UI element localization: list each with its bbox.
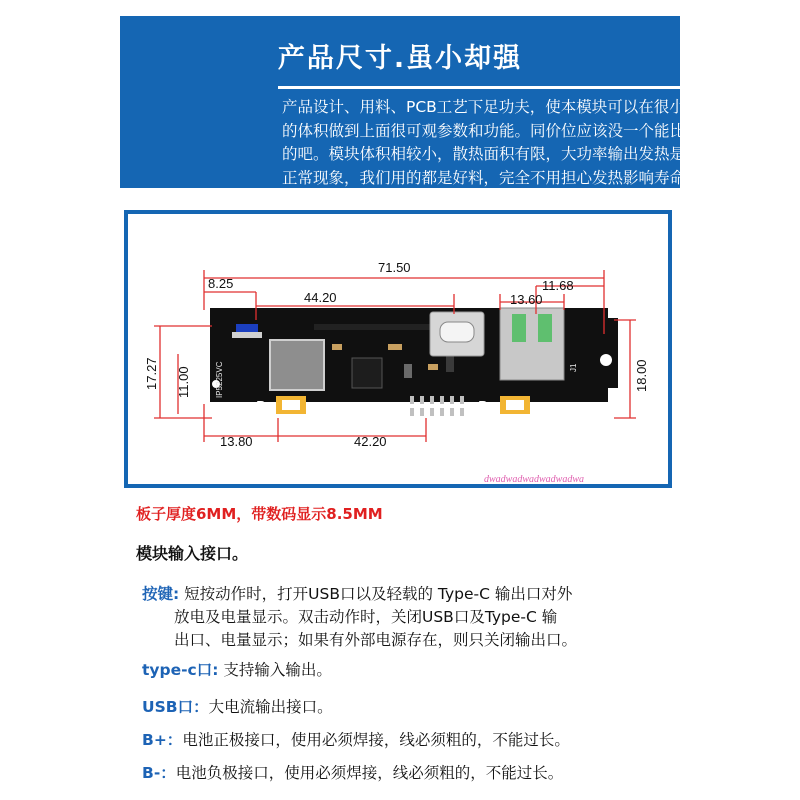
spec-item-usb (142, 696, 333, 719)
b-plus-label: B+ (256, 398, 275, 415)
model-silkscreen: IP5225VC (215, 361, 224, 398)
spec-item-button (142, 583, 577, 652)
input-interfaces-title: 模块输入接口。 (136, 544, 249, 563)
spec-key: 按键: (142, 585, 180, 603)
dim-left-height: 17.27 (144, 357, 159, 390)
header-banner (120, 16, 701, 188)
spec-text: 电池负极接口，使用必须焊接，线必须粗的，不能过长。 (175, 764, 564, 782)
spec-text: 短按动作时，打开USB口以及轻载的 Type-C 输出口对外 (184, 585, 573, 603)
dim-right-height: 18.00 (634, 359, 649, 392)
usb-silkscreen: J1 (569, 363, 578, 372)
dim-bottom-span: 42.20 (354, 434, 387, 449)
banner-description (282, 96, 782, 190)
banner-divider (278, 86, 698, 89)
spec-key: B+： (142, 731, 183, 749)
watermark-text: dwadwadwadwadwadwa (484, 474, 585, 485)
board-thickness-note: 板子厚度6MM，带数码显示8.5MM (136, 505, 383, 523)
spec-key: B-： (142, 764, 176, 782)
banner-title: 产品尺寸.虽小却强 (277, 43, 523, 74)
spec-key: USB口： (142, 698, 209, 716)
dim-usb-offset: 11.68 (542, 278, 574, 293)
usb-a-port (500, 308, 564, 380)
dim-overall-length: 71.50 (378, 260, 411, 275)
banner-line: 产品设计、用料、PCB工艺下足功夫，使本模块可以在很小 (282, 98, 685, 116)
push-button (236, 324, 258, 332)
dim-button-offset: 44.20 (304, 290, 337, 305)
spec-text: 大电流输出接口。 (208, 698, 333, 716)
dim-bottom-left: 13.80 (220, 434, 253, 449)
spec-text: 电池正极接口，使用必须焊接，线必须粗的，不能过长。 (182, 731, 570, 749)
dim-left-offset: 8.25 (208, 276, 234, 291)
banner-line: 的体积做到上面很可观参数和功能。同价位应该没一个能比 (282, 121, 686, 140)
ic-chip (352, 358, 382, 388)
dim-inner-height: 11.00 (176, 366, 191, 398)
pcb-board (210, 308, 618, 416)
spec-item-type-c (142, 659, 332, 682)
spec-key: type-c口: (142, 661, 219, 679)
spec-text: 支持输入输出。 (223, 661, 332, 679)
spec-text: 放电及电量显示。双击动作时，关闭USB口及Type-C 输 (174, 608, 558, 626)
b-minus-label: B- (478, 398, 493, 415)
banner-line: 的吧。模块体积相较小，散热面积有限，大功率输出发热是 (282, 145, 686, 163)
spec-item-b-minus (142, 762, 563, 785)
dimension-drawing-panel (124, 210, 672, 488)
spec-item-b-plus (142, 729, 570, 752)
inductor (270, 340, 324, 390)
spec-text: 出口、电量显示；如果有外部电源存在，则只关闭输出口。 (174, 631, 578, 649)
banner-line: 正常现象，我们用的都是好料，完全不用担心发热影响寿命。 (282, 168, 701, 187)
mounting-hole (600, 354, 612, 366)
pcb-dimension-drawing (128, 214, 668, 484)
dim-usb-width: 13.60 (510, 292, 543, 307)
